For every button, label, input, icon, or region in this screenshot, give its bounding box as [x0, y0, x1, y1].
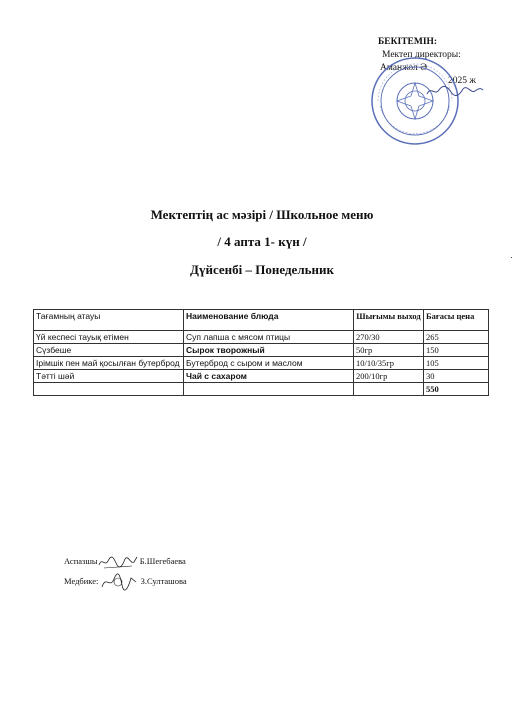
header-kazakh-name: Тағамның атауы — [34, 310, 184, 331]
dish-portion: 200/10гр — [354, 370, 424, 383]
dish-russian: Суп лапша с мясом птицы — [184, 331, 354, 344]
nurse-name: З.Султашова — [140, 575, 187, 586]
total-price: 550 — [424, 383, 489, 396]
nurse-signature-icon — [100, 573, 138, 591]
dish-russian: Чай с сахаром — [184, 370, 354, 383]
nurse-signature-line — [64, 573, 187, 591]
dish-kazakh: Сүзбеше — [34, 344, 184, 357]
table-row — [34, 357, 489, 370]
approval-position: Мектеп директоры: — [382, 50, 461, 60]
table-row — [34, 344, 489, 357]
approval-title: БЕКІТЕМІН: — [378, 37, 438, 47]
dish-kazakh: Ірімшік пен май қосылған бутерброд — [34, 357, 184, 370]
menu-table — [33, 309, 489, 396]
scan-dot — [511, 257, 512, 258]
table-row — [34, 370, 489, 383]
header-portion: Шығымы выход — [354, 310, 424, 331]
dish-price: 265 — [424, 331, 489, 344]
cook-label: Аспазшы — [64, 555, 98, 566]
table-row — [34, 331, 489, 344]
dish-portion: 10/10/35гр — [354, 357, 424, 370]
cook-signature-icon — [98, 553, 138, 571]
day-of-week: Дүйсенбі – Понедельник — [190, 262, 334, 277]
dish-russian: Сырок творожный — [184, 344, 354, 357]
total-empty-cell — [34, 383, 184, 396]
total-empty-cell — [184, 383, 354, 396]
approval-director-name: Аманжол Ә. — [380, 63, 430, 73]
dish-portion: 270/30 — [354, 331, 424, 344]
director-signature-icon — [425, 84, 485, 98]
dish-price: 105 — [424, 357, 489, 370]
cook-signature-line — [64, 553, 186, 571]
header-price: Бағасы цена — [424, 310, 489, 331]
school-seal-icon — [370, 56, 460, 146]
table-total-row — [34, 383, 489, 396]
header-russian-name: Наименование блюда — [184, 310, 354, 331]
menu-title: Мектептің ас мәзірі / Школьное меню — [150, 207, 374, 222]
approval-year: 2025 ж — [448, 76, 476, 86]
dish-russian: Бутерброд с сыром и маслом — [184, 357, 354, 370]
dish-price: 150 — [424, 344, 489, 357]
table-header-row — [34, 310, 489, 331]
dish-price: 30 — [424, 370, 489, 383]
nurse-label: Медбике: — [64, 575, 99, 586]
dish-kazakh: Тәтті шәй — [34, 370, 184, 383]
cook-name: Б.Шегебаева — [139, 555, 186, 566]
dish-portion: 50гр — [354, 344, 424, 357]
total-empty-cell — [354, 383, 424, 396]
dish-kazakh: Үй кеспесі тауық етімен — [34, 331, 184, 344]
week-day-subtitle: / 4 апта 1- күн / — [217, 234, 307, 249]
